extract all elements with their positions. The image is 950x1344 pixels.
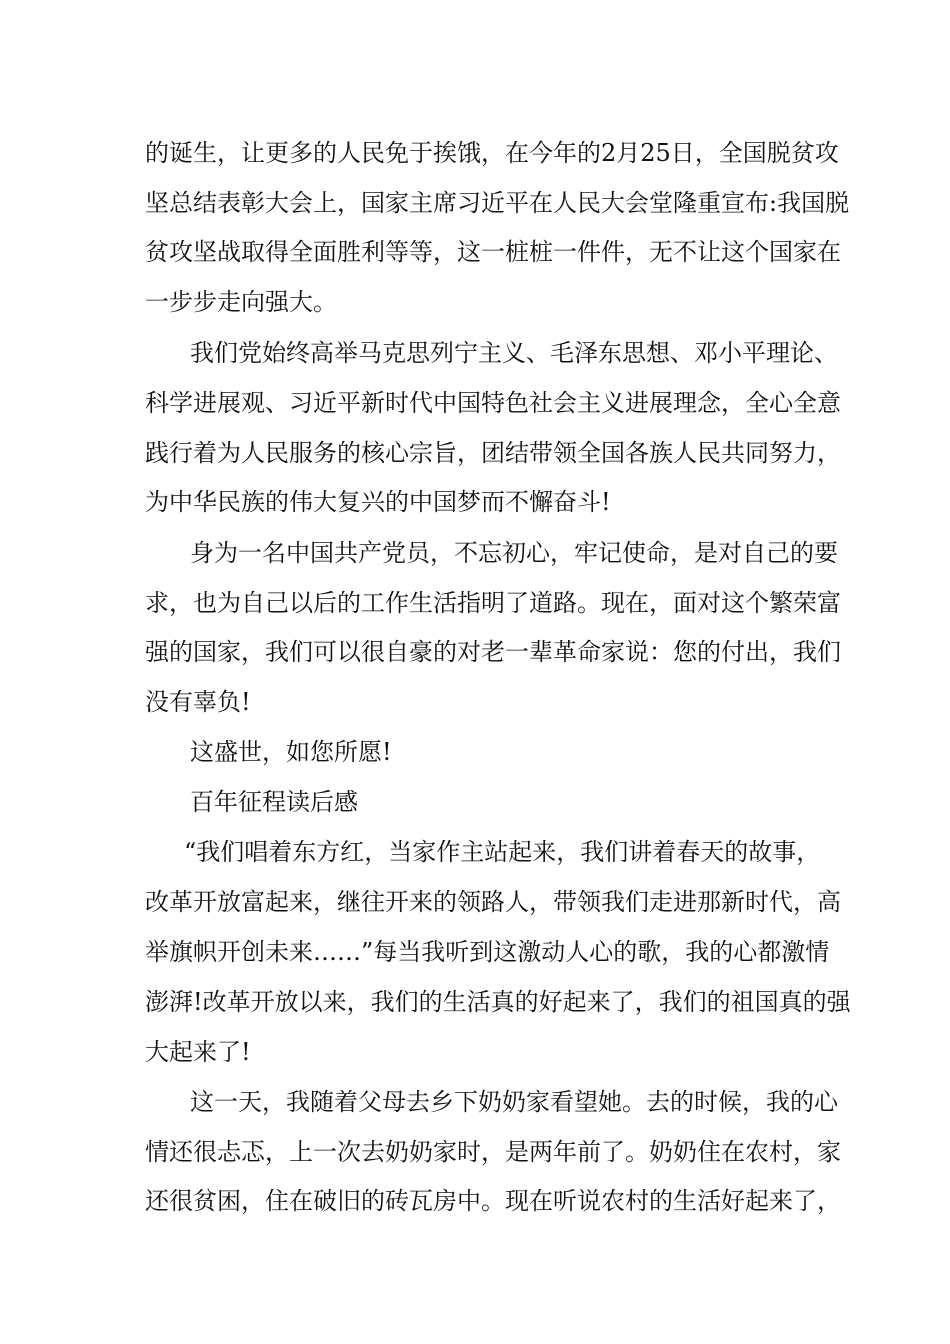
paragraph-first-line: 我们党始终高举马克思列宁主义、毛泽东思想、邓小平理论、 (190, 339, 838, 367)
paragraph-first-line: 身为一名中国共产党员，不忘初心，牢记使命，是对自己的要 (190, 539, 838, 567)
text-line: 大起来了! (145, 1038, 251, 1066)
text-line: 为中华民族的伟大复兴的中国梦而不懈奋斗! (145, 488, 611, 516)
text-line: 改革开放富起来，继往开来的领路人，带领我们走进那新时代，高 (145, 888, 841, 916)
text-line: 践行着为人民服务的核心宗旨，团结带领全国各族人民共同努力， (145, 439, 841, 467)
text-line: 还很贫困，住在破旧的砖瓦房中。现在听说农村的生活好起来了， (145, 1187, 841, 1215)
section-title: 百年征程读后感 (190, 788, 358, 816)
text-line: 贫攻坚战取得全面胜利等等，这一桩桩一件件，无不让这个国家在 (145, 238, 841, 266)
paragraph-first-line: 这一天，我随着父母去乡下奶奶家看望她。去的时候，我的心 (190, 1088, 838, 1116)
text-line: 一步步走向强大。 (145, 288, 337, 316)
text-line: 科学进展观、习近平新时代中国特色社会主义进展理念，全心全意 (145, 389, 841, 417)
text-line: 这盛世，如您所愿! (190, 738, 392, 766)
text-line: 求，也为自己以后的工作生活指明了道路。现在，面对这个繁荣富 (145, 589, 841, 617)
text-line: 强的国家，我们可以很自豪的对老一辈革命家说：您的付出，我们 (145, 638, 841, 666)
text-line: 坚总结表彰大会上，国家主席习近平在人民大会堂隆重宣布:我国脱 (145, 189, 850, 217)
text-line: 举旗帜开创未来……”每当我听到这激动人心的歌，我的心都激情 (145, 938, 830, 966)
text-line: 的诞生，让更多的人民免于挨饿，在今年的2月25日，全国脱贫攻 (145, 139, 839, 167)
text-line: 澎湃!改革开放以来，我们的生活真的好起来了，我们的祖国真的强 (145, 988, 851, 1016)
text-line: 没有辜负! (145, 688, 251, 716)
text-line: 情还很忐忑，上一次去奶奶家时，是两年前了。奶奶住在农村，家 (145, 1138, 841, 1166)
paragraph-first-line: “我们唱着东方红，当家作主站起来，我们讲着春天的故事， (184, 838, 821, 866)
